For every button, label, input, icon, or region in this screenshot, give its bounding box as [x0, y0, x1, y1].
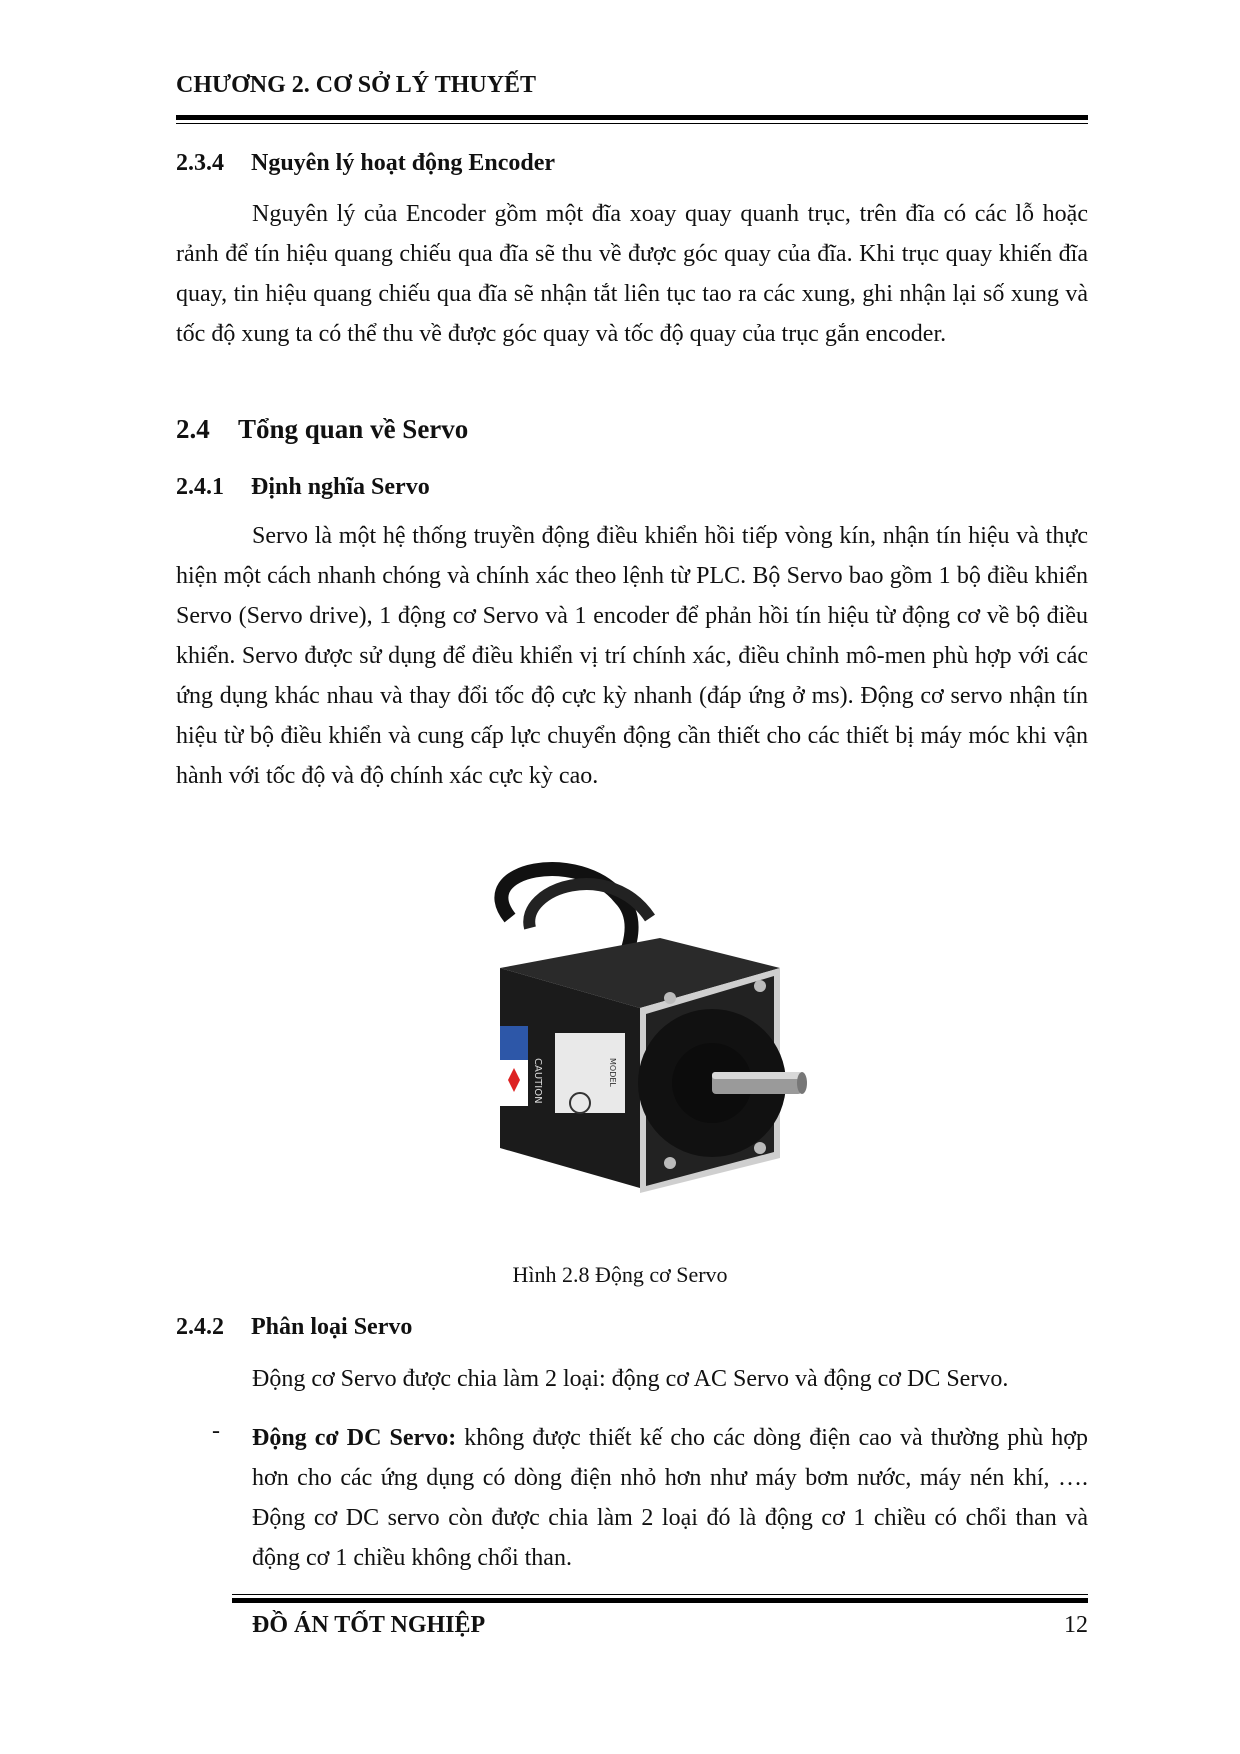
heading-number: 2.4 [176, 414, 210, 444]
figure-caption: Hình 2.8 Động cơ Servo [512, 1262, 728, 1287]
heading-text: Nguyên lý hoạt động Encoder [251, 150, 556, 176]
bullet-dc-servo [252, 1418, 1088, 1578]
paragraph-servo-definition: Servo là một hệ thống truyền động điều khiển hồi tiếp vòng kín, nhận tín hiệu và thực hiện một cách nhanh chóng và chính xác theo lệnh từ PLC. Bộ Servo bao gồm 1 bộ điều khiển Servo (Servo drive), 1 động cơ Servo và 1 encoder để phản hồi tín hiệu từ động cơ về bộ điều khiển. Servo được sử dụng để điều khiển vị trí chính xác, điều chỉnh mô-men phù hợp với các ứng dụng khác nhau và thay đổi tốc độ cực kỳ nhanh (đáp ứng ở ms). Động cơ servo nhận tín hiệu từ bộ điều khiển và cung cấp lực chuyển động cần thiết cho các thiết bị máy móc khi vận hành với tốc độ và độ chính xác cực kỳ cao. [176, 523, 1088, 789]
servo-motor-figure [460, 858, 840, 1218]
heading-2-4-2 [176, 1314, 412, 1341]
chapter-title: CHƯƠNG 2. CƠ SỞ LÝ THUYẾT [176, 72, 537, 98]
footer-title: ĐỒ ÁN TỐT NGHIỆP [252, 1612, 486, 1638]
paragraph-servo-types-intro: Động cơ Servo được chia làm 2 loại: động cơ AC Servo và động cơ DC Servo. [252, 1366, 1009, 1392]
heading-2-4 [176, 414, 468, 445]
heading-2-4-1 [176, 474, 430, 501]
servo-motor-image [460, 858, 840, 1218]
page-number: 12 [1064, 1612, 1088, 1638]
bullet-marker: - [212, 1418, 220, 1444]
heading-2-3-4 [176, 150, 555, 177]
heading-text: Phân loại Servo [251, 1314, 413, 1340]
heading-number: 2.4.1 [176, 474, 224, 500]
bullet-description: không được thiết kế cho các dòng điện cao và thường phù hợp hơn cho các ứng dụng có dòng điện nhỏ hơn như máy bơm nước, máy nén khí, …. Động cơ DC servo còn được chia làm 2 loại đó là động cơ 1 chiều có chổi than và động cơ 1 chiều không chổi than. [252, 1425, 1088, 1571]
header-rule-thick [176, 115, 1088, 120]
footer-rule-thin [232, 1594, 1088, 1595]
heading-text: Tổng quan về Servo [238, 414, 469, 444]
footer-rule-thick [232, 1598, 1088, 1603]
bullet-bold-term: Động cơ DC Servo: [252, 1425, 457, 1451]
heading-text: Định nghĩa Servo [251, 474, 430, 500]
heading-number: 2.4.2 [176, 1314, 224, 1340]
paragraph-encoder: Nguyên lý của Encoder gồm một đĩa xoay quay quanh trục, trên đĩa có các lỗ hoặc rảnh để tín hiệu quang chiếu qua đĩa sẽ thu về được góc quay của đĩa. Khi trục quay khiến đĩa quay, tin hiệu quang chiếu qua đĩa sẽ nhận tắt liên tục tao ra các xung, ghi nhận lại số xung và tốc độ xung ta có thể thu về được góc quay và tốc độ quay của trục gắn encoder. [176, 201, 1088, 347]
heading-number: 2.3.4 [176, 150, 224, 176]
model-label: MODEL [608, 1058, 617, 1087]
header-rule-thin [176, 123, 1088, 124]
caution-label: CAUTION [532, 1058, 543, 1104]
